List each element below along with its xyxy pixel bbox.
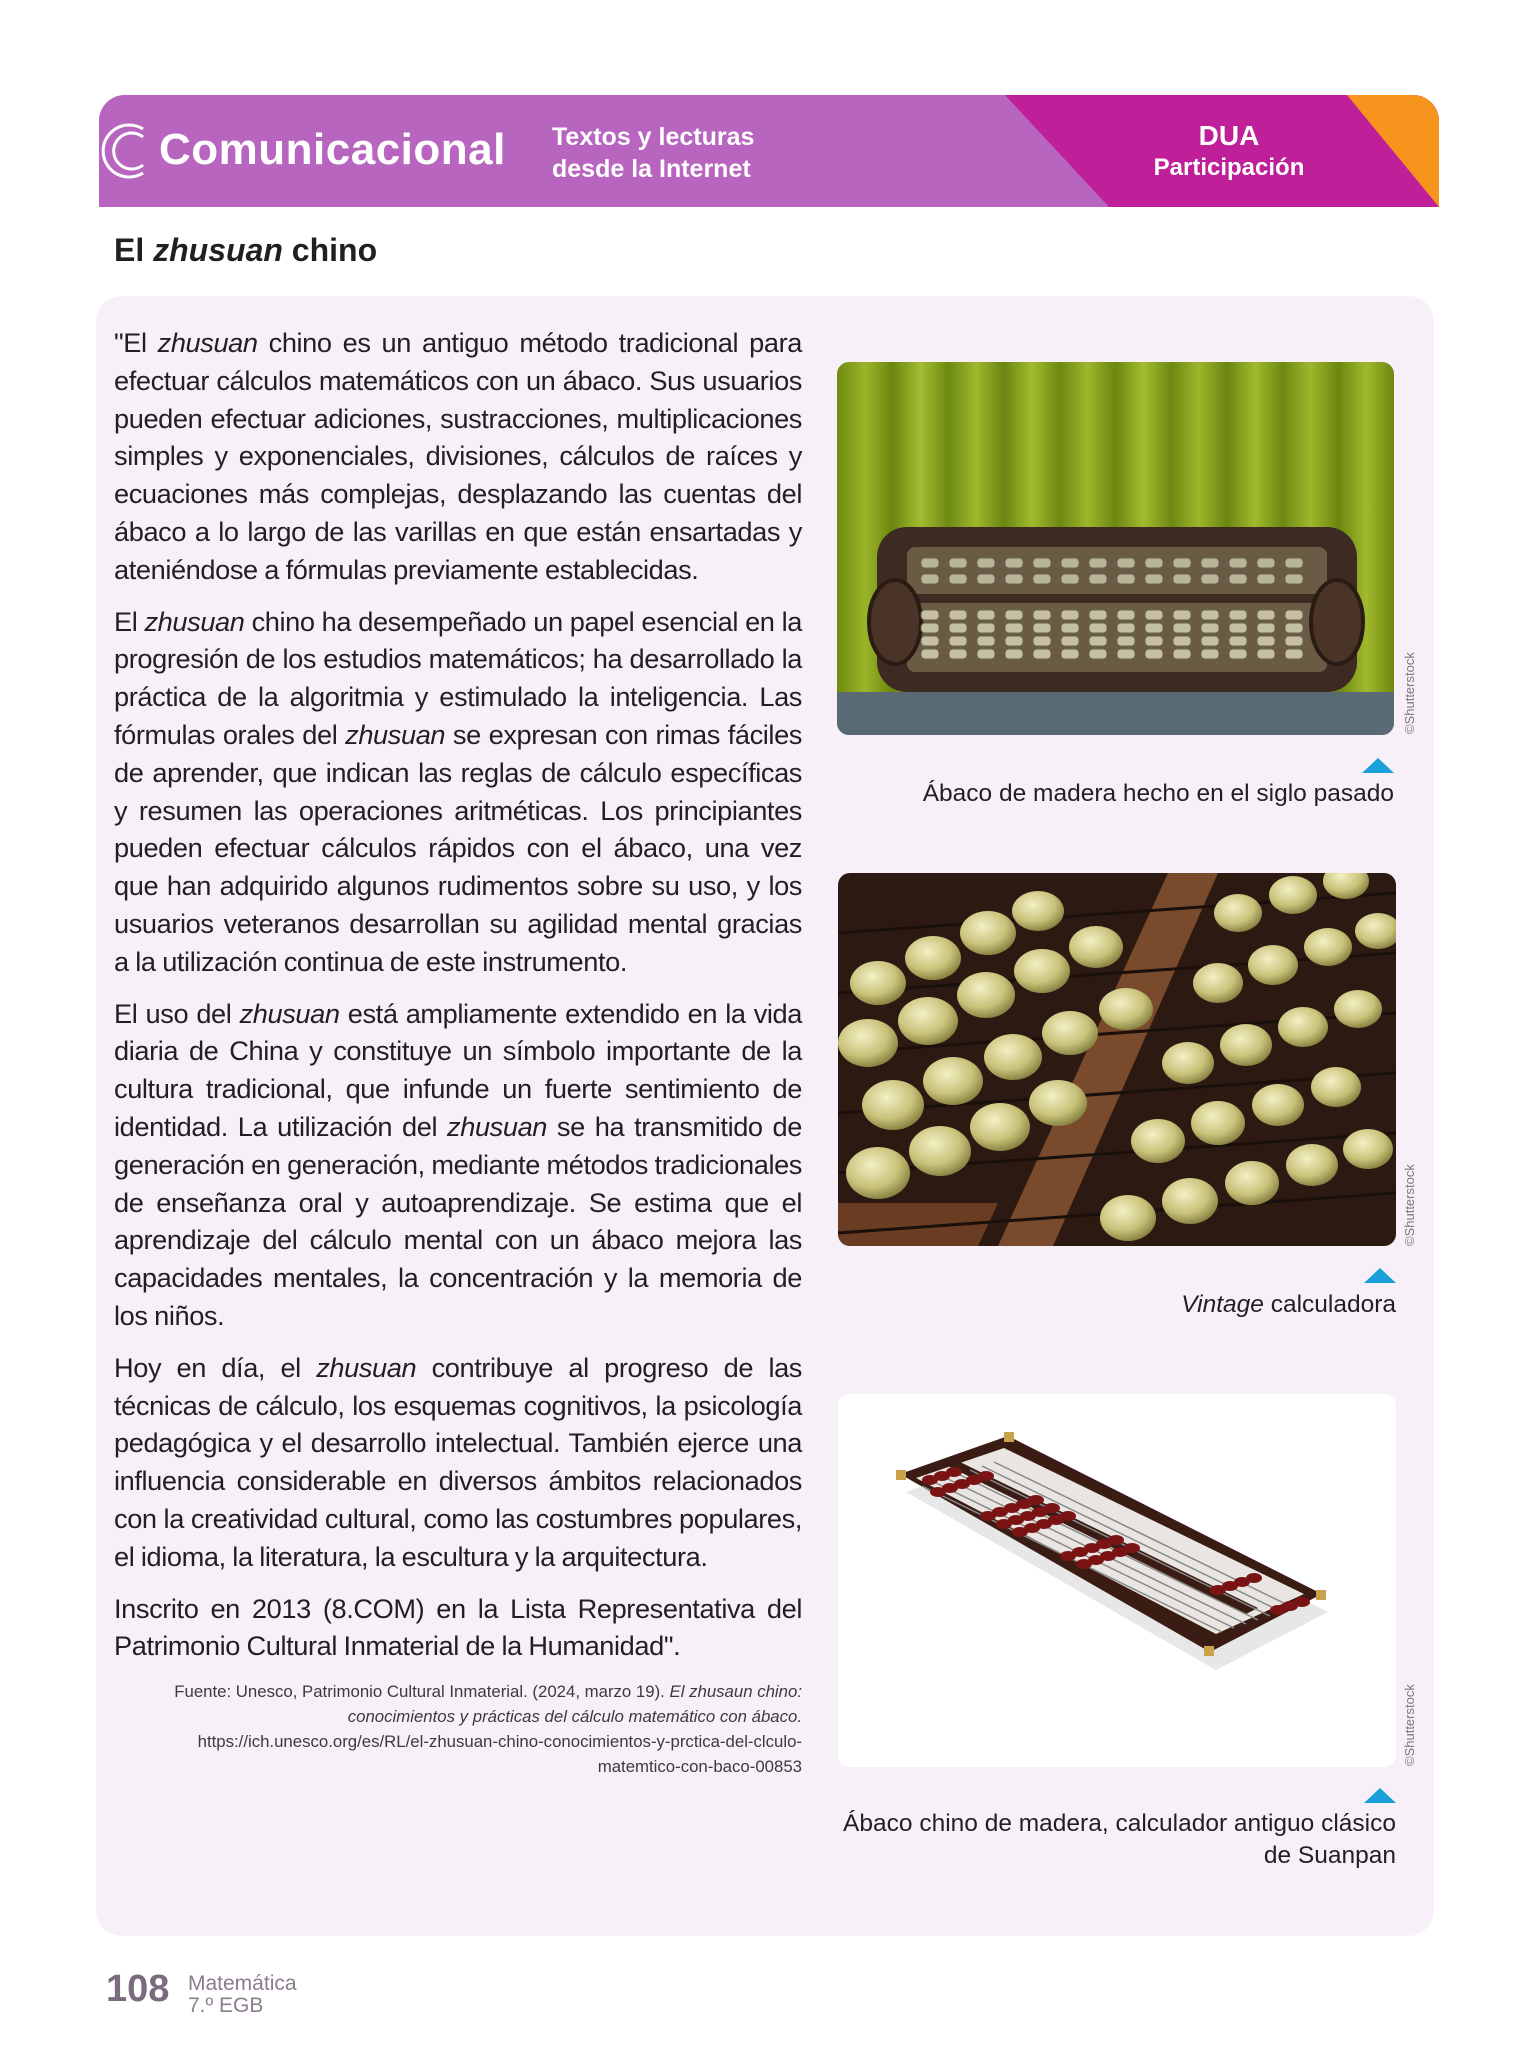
paragraph-2-text-a: El [114,605,145,637]
wooden-abacus-illustration [837,362,1394,735]
footer-grade: 7.º EGB [188,1994,264,2017]
paragraph-2 [114,603,802,981]
paragraph-2-italic-1: zhusuan [144,605,245,637]
page-title-italic: zhusuan [153,232,283,268]
reading-text [114,324,802,1779]
source-url[interactable]: https://ich.unesco.org/es/RL/el-zhusuan-chino-conocimientos-y-prctica-del-clculo-matemtico-con-baco-00853 [197,1732,802,1777]
paragraph-4 [114,1349,802,1576]
header-subtitle [552,121,754,185]
caption-marker-icon [1364,1788,1396,1803]
comunicacional-icon [99,117,149,185]
photo-credit-2: ©Shutterstock [1402,1164,1417,1246]
caption-marker-icon [1364,1268,1396,1283]
photo-vintage-calculator [838,873,1396,1246]
vintage-calculator-illustration [838,873,1396,1246]
source-italic: El zhusaun chino: conocimientos y prácticas del cálculo matemático con ábaco. [347,1682,802,1727]
photo-credit-3: ©Shutterstock [1402,1684,1417,1766]
paragraph-5 [114,1590,802,1666]
paragraph-3-text-c: se ha transmitido de generación en generación, mediante métodos tradicionales de enseñanza oral y autoaprendizaje. Se estima que el aprendizaje del cálculo mental con un ábaco mejora las capacidades mentales, la concentración y la memoria de los niños. [114,1110,802,1331]
header-subtitle-line1: Textos y lecturas [552,123,755,151]
caption-wooden-abacus: Ábaco de madera hecho en el siglo pasado [922,780,1394,807]
photo-credit-1: ©Shutterstock [1402,652,1417,734]
paragraph-4-italic: zhusuan [316,1351,417,1383]
paragraph-4-text-a: Hoy en día, el [114,1351,317,1383]
paragraph-2-italic-2: zhusuan [345,718,446,750]
paragraph-1-italic: zhusuan [157,327,258,358]
photo-suanpan [838,1394,1396,1767]
paragraph-4-text-b: contribuye al progreso de las técnicas de cálculo, los esquemas cognitivos, la psicología pedagógica y el desarrollo intelectual. También ejerce una influencia considerable en diversos ámbitos relacionados con la creatividad cultural, como las costumbres populares, el idioma, la literatura, la escultura y la arquitectura. [114,1351,802,1572]
section-header [99,95,1439,207]
paragraph-3-text-a: El uso del [114,997,240,1029]
dua-badge-title: DUA [1198,120,1260,151]
paragraph-3 [114,995,802,1335]
dua-badge [1129,119,1329,183]
photo-wooden-abacus [837,362,1394,735]
source-text-a: Fuente: Unesco, Patrimonio Cultural Inmaterial. (2024, marzo 19). [174,1682,670,1702]
page-title-suffix: chino [282,232,378,268]
source-citation [114,1679,802,1779]
paragraph-5-text: Inscrito en 2013 (8.COM) en la Lista Representativa del Patrimonio Cultural Inmaterial de la Humanidad". [114,1592,802,1662]
paragraph-2-text-b: chino ha desempeñado un papel esencial en la progresión de los estudios matemáticos; ha desarrollado la práctica de la algoritmia y estimulado la inteligencia. Las fórmulas orales del [114,605,802,750]
brand-title: Comunicacional [159,125,506,174]
header-subtitle-line2: desde la Internet [552,155,751,183]
page-title [114,232,377,269]
dua-badge-subtitle: Participación [1153,154,1305,181]
paragraph-3-italic-2: zhusuan [447,1110,548,1142]
paragraph-1 [114,324,802,589]
paragraph-2-text-c: se expresan con rimas fáciles de aprender, que indican las reglas de cálculo específicas y resumen las operaciones aritméticas. Los principiantes pueden efectuar cálculos rápidos con el ábaco, una vez que han adquirido algunos rudimentos sobre su uso, y los usuarios veteranos desarrollan su agilidad mental gracias a la utilización continua de este instrumento. [114,718,802,977]
caption-vintage-calculator [838,1289,1396,1321]
page-number: 108 [106,1968,170,2010]
caption-vintage-text: calculadora [1263,1291,1396,1318]
paragraph-3-text-b: está ampliamente extendido en la vida diaria de China y constituye un símbolo importante de la cultura tradicional, que infunde un fuerte sentimiento de identidad. La utilización del [114,997,802,1142]
paragraph-1-text-b: chino es un antiguo método tradicional para efectuar cálculos matemáticos con un ábaco. Sus usuarios pueden efectuar adiciones, sustracciones, multiplicaciones simples y exponenciales, divisiones, cálculos de raíces y ecuaciones más complejas, desplazando las cuentas del ábaco a lo largo de las varillas en que están ensartadas y ateniéndose a fórmulas previamente establecidas. [114,327,802,585]
page-title-prefix: El [114,232,154,268]
caption-suanpan: Ábaco chino de madera, calculador antiguo clásico de Suanpan [843,1810,1396,1869]
caption-vintage-italic: Vintage [1181,1291,1264,1318]
suanpan-illustration [838,1394,1396,1767]
paragraph-1-text-a: "El [114,327,158,358]
caption-marker-icon [1362,758,1394,773]
footer-subject: Matemática [188,1972,297,1995]
paragraph-3-italic-1: zhusuan [239,997,340,1029]
